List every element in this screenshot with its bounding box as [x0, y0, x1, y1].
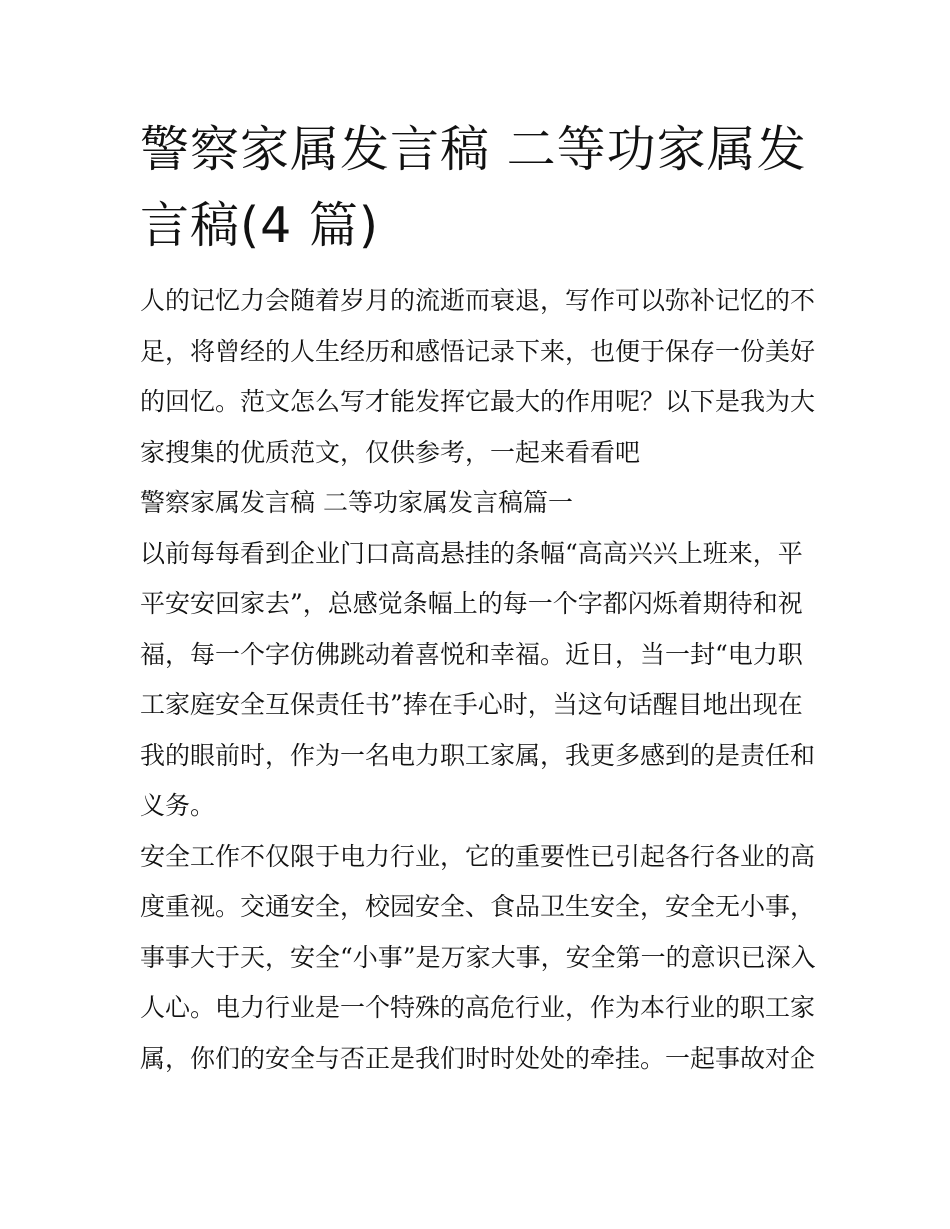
- paragraph-line: 度重视。交通安全，校园安全、食品卫生安全，安全无小事，: [140, 892, 816, 921]
- document-body: [140, 276, 820, 1084]
- title-line: 警察家属发言稿 二等功家属发: [140, 121, 807, 178]
- intro-line: 足，将曾经的人生经历和感悟记录下来，也便于保存一份美好: [140, 336, 816, 366]
- section-heading: 警察家属发言稿 二等功家属发言稿篇一: [140, 488, 573, 517]
- paragraph-line: 福，每一个字仿佛跳动着喜悦和幸福。近日，当一封“电力职: [140, 639, 803, 669]
- paragraph-line: 义务。: [140, 791, 216, 820]
- paragraph-line: 事事大于天，安全“小事”是万家大事，安全第一的意识已深入: [140, 942, 816, 972]
- intro-line: 人的记忆力会随着岁月的流逝而衰退，写作可以弥补记忆的不: [140, 286, 816, 315]
- document-title: [140, 112, 820, 264]
- intro-line: 家搜集的优质范文，仅供参考，一起来看看吧: [140, 437, 641, 467]
- paragraph-line: 安全工作不仅限于电力行业，它的重要性已引起各行各业的高: [140, 841, 816, 871]
- paragraph-line: 平安安回家去”，总感觉条幅上的每一个字都闪烁着期待和祝: [140, 589, 803, 618]
- paragraph-line: 属，你们的安全与否正是我们时时处处的牵挂。一起事故对企: [140, 1043, 816, 1073]
- intro-line: 的回忆。范文怎么写才能发挥它最大的作用呢？以下是我为大: [140, 387, 816, 416]
- title-line: 言稿(4 篇): [140, 197, 379, 254]
- paragraph-line: 工家庭安全互保责任书”捧在手心时，当这句话醒目地出现在: [140, 690, 803, 719]
- paragraph-line: 以前每每看到企业门口高高悬挂的条幅“高高兴兴上班来，平: [140, 538, 803, 568]
- paragraph-line: 人心。电力行业是一个特殊的高危行业，作为本行业的职工家: [140, 993, 816, 1022]
- paragraph-line: 我的眼前时，作为一名电力职工家属，我更多感到的是责任和: [140, 740, 816, 770]
